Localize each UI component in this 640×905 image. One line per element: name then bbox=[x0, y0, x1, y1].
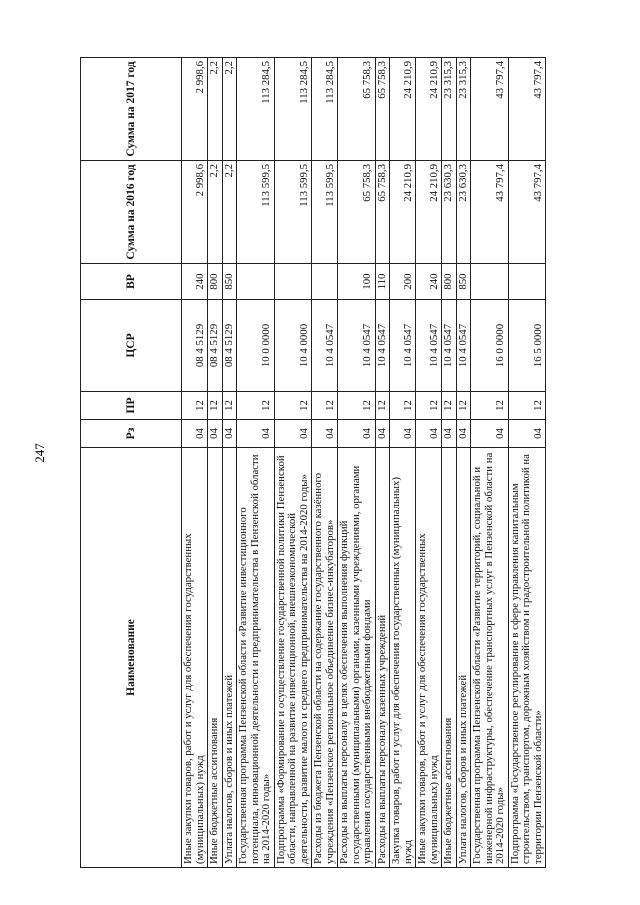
row-name: Подпрограмма «Государственное регулирование в сфере управления капитальным строительством, транспортом, дорожным хозяйством и градостроительной политикой на территории Пензенской области» bbox=[508, 448, 546, 868]
row-vr: 100 bbox=[338, 264, 376, 300]
row-csr: 08 4 5129 bbox=[222, 300, 237, 392]
row-sum-2016: 113 599,5 bbox=[237, 161, 275, 264]
table-row bbox=[390, 58, 416, 868]
row-vr bbox=[274, 264, 312, 300]
table-row bbox=[508, 58, 546, 868]
row-rz: 04 bbox=[208, 420, 223, 448]
row-csr: 10 4 0547 bbox=[375, 300, 390, 392]
row-pr: 12 bbox=[508, 392, 546, 420]
row-pr: 12 bbox=[312, 392, 338, 420]
row-pr: 12 bbox=[375, 392, 390, 420]
row-sum-2016: 24 210,9 bbox=[390, 161, 416, 264]
row-vr: 850 bbox=[222, 264, 237, 300]
row-rz: 04 bbox=[338, 420, 376, 448]
row-sum-2016: 24 210,9 bbox=[416, 161, 442, 264]
row-sum-2017: 113 284,5 bbox=[274, 58, 312, 161]
row-rz: 04 bbox=[182, 420, 208, 448]
row-sum-2016: 23 630,3 bbox=[456, 161, 471, 264]
row-rz: 04 bbox=[456, 420, 471, 448]
row-sum-2016: 113 599,5 bbox=[274, 161, 312, 264]
row-csr: 10 4 0547 bbox=[456, 300, 471, 392]
row-sum-2017: 23 315,3 bbox=[456, 58, 471, 161]
table-row bbox=[274, 58, 312, 868]
row-rz: 04 bbox=[237, 420, 275, 448]
table-row bbox=[416, 58, 442, 868]
row-name: Государственная программа Пензенской области «Развитие инвестиционного потенциала, инновационной деятельности и предпринимательства в Пензенской области на 2014-2020 годы» bbox=[237, 448, 275, 868]
header-sum-2017: Сумма на 2017 год bbox=[81, 58, 182, 161]
row-pr: 12 bbox=[416, 392, 442, 420]
row-name: Уплата налогов, сборов и иных платежей bbox=[456, 448, 471, 868]
row-pr: 12 bbox=[442, 392, 457, 420]
row-sum-2017: 65 758,3 bbox=[338, 58, 376, 161]
table-row bbox=[338, 58, 376, 868]
row-sum-2016: 2 998,6 bbox=[182, 161, 208, 264]
row-rz: 04 bbox=[442, 420, 457, 448]
row-csr: 10 4 0000 bbox=[274, 300, 312, 392]
row-sum-2017: 2,2 bbox=[222, 58, 237, 161]
row-name: Подпрограмма «Формирование и осуществление государственной политики Пензенской области, направленной на развитие инвестиционной, внешнеэкономической деятельности, развитие малого и среднего предпринимательства на 2014-2020 годы» bbox=[274, 448, 312, 868]
row-csr: 10 4 0547 bbox=[442, 300, 457, 392]
table-row bbox=[375, 58, 390, 868]
row-name: Уплата налогов, сборов и иных платежей bbox=[222, 448, 237, 868]
row-sum-2017: 43 797,4 bbox=[471, 58, 509, 161]
row-vr: 240 bbox=[416, 264, 442, 300]
table-row bbox=[471, 58, 509, 868]
row-rz: 04 bbox=[375, 420, 390, 448]
row-pr: 12 bbox=[237, 392, 275, 420]
row-rz: 04 bbox=[274, 420, 312, 448]
row-sum-2016: 43 797,4 bbox=[508, 161, 546, 264]
row-pr: 12 bbox=[208, 392, 223, 420]
row-csr: 10 4 0547 bbox=[312, 300, 338, 392]
row-sum-2017: 43 797,4 bbox=[508, 58, 546, 161]
row-sum-2017: 23 315,3 bbox=[442, 58, 457, 161]
row-rz: 04 bbox=[471, 420, 509, 448]
table-row bbox=[222, 58, 237, 868]
row-sum-2017: 65 758,3 bbox=[375, 58, 390, 161]
row-csr: 08 4 5129 bbox=[182, 300, 208, 392]
row-csr: 10 4 0547 bbox=[390, 300, 416, 392]
row-vr bbox=[471, 264, 509, 300]
row-name: Иные бюджетные ассигнования bbox=[208, 448, 223, 868]
row-sum-2017: 2 998,6 bbox=[182, 58, 208, 161]
row-rz: 04 bbox=[312, 420, 338, 448]
header-rz: Рз bbox=[81, 420, 182, 448]
row-sum-2016: 43 797,4 bbox=[471, 161, 509, 264]
row-csr: 08 4 5129 bbox=[208, 300, 223, 392]
row-pr: 12 bbox=[274, 392, 312, 420]
row-name: Иные закупки товаров, работ и услуг для обеспечения государственных (муниципальных) нужд bbox=[182, 448, 208, 868]
row-sum-2017: 113 284,5 bbox=[312, 58, 338, 161]
row-vr bbox=[508, 264, 546, 300]
table-row bbox=[237, 58, 275, 868]
row-sum-2017: 2,2 bbox=[208, 58, 223, 161]
row-name: Иные закупки товаров, работ и услуг для обеспечения государственных (муниципальных) нужд bbox=[416, 448, 442, 868]
row-sum-2017: 24 210,9 bbox=[390, 58, 416, 161]
row-name: Расходы из бюджета Пензенской области на содержание государственного казённого учреждения «Пензенское региональное объединение бизнес-инкубаторов» bbox=[312, 448, 338, 868]
row-name: Расходы на выплаты персоналу казенных учреждений bbox=[375, 448, 390, 868]
row-vr: 800 bbox=[208, 264, 223, 300]
row-csr: 16 0 0000 bbox=[471, 300, 509, 392]
row-rz: 04 bbox=[508, 420, 546, 448]
table-row bbox=[456, 58, 471, 868]
row-csr: 10 4 0547 bbox=[338, 300, 376, 392]
row-rz: 04 bbox=[222, 420, 237, 448]
row-sum-2016: 65 758,3 bbox=[375, 161, 390, 264]
row-name: Иные бюджетные ассигнования bbox=[442, 448, 457, 868]
row-sum-2016: 113 599,5 bbox=[312, 161, 338, 264]
row-csr: 10 4 0547 bbox=[416, 300, 442, 392]
row-vr: 850 bbox=[456, 264, 471, 300]
row-csr: 10 0 0000 bbox=[237, 300, 275, 392]
row-csr: 16 5 0000 bbox=[508, 300, 546, 392]
row-vr: 240 bbox=[182, 264, 208, 300]
row-vr: 200 bbox=[390, 264, 416, 300]
row-vr bbox=[237, 264, 275, 300]
row-name: Расходы на выплаты персоналу в целях обеспечения выполнения функций государственными (муниципальными) органами, казенными учреждениями, органами управления государственными внебюджетными фондами bbox=[338, 448, 376, 868]
page-number: 247 bbox=[32, 443, 47, 463]
table-row bbox=[442, 58, 457, 868]
header-pr: ПР bbox=[81, 392, 182, 420]
row-pr: 12 bbox=[390, 392, 416, 420]
row-name: Закупка товаров, работ и услуг для обеспечения государственных (муниципальных) нужд bbox=[390, 448, 416, 868]
row-sum-2016: 2,2 bbox=[222, 161, 237, 264]
table-row bbox=[208, 58, 223, 868]
row-pr: 12 bbox=[456, 392, 471, 420]
budget-table bbox=[80, 57, 546, 868]
rotated-page bbox=[80, 58, 560, 868]
row-sum-2016: 23 630,3 bbox=[442, 161, 457, 264]
row-vr bbox=[312, 264, 338, 300]
row-vr: 800 bbox=[442, 264, 457, 300]
row-name: Государственная программа Пензенской области «Развитие территорий, социальной и инженерной инфраструктуры, обеспечение транспортных услуг в Пензенской области на 2014-2020 годы» bbox=[471, 448, 509, 868]
row-vr: 110 bbox=[375, 264, 390, 300]
row-pr: 12 bbox=[471, 392, 509, 420]
row-sum-2016: 65 758,3 bbox=[338, 161, 376, 264]
header-vr: ВР bbox=[81, 264, 182, 300]
header-name: Наименование bbox=[81, 448, 182, 868]
row-pr: 12 bbox=[222, 392, 237, 420]
header-row bbox=[81, 58, 182, 868]
row-sum-2017: 113 284,5 bbox=[237, 58, 275, 161]
row-sum-2017: 24 210,9 bbox=[416, 58, 442, 161]
row-pr: 12 bbox=[338, 392, 376, 420]
row-sum-2016: 2,2 bbox=[208, 161, 223, 264]
row-rz: 04 bbox=[416, 420, 442, 448]
row-rz: 04 bbox=[390, 420, 416, 448]
table-row bbox=[182, 58, 208, 868]
row-pr: 12 bbox=[182, 392, 208, 420]
header-sum-2016: Сумма на 2016 год bbox=[81, 161, 182, 264]
header-csr: ЦСР bbox=[81, 300, 182, 392]
table-row bbox=[312, 58, 338, 868]
